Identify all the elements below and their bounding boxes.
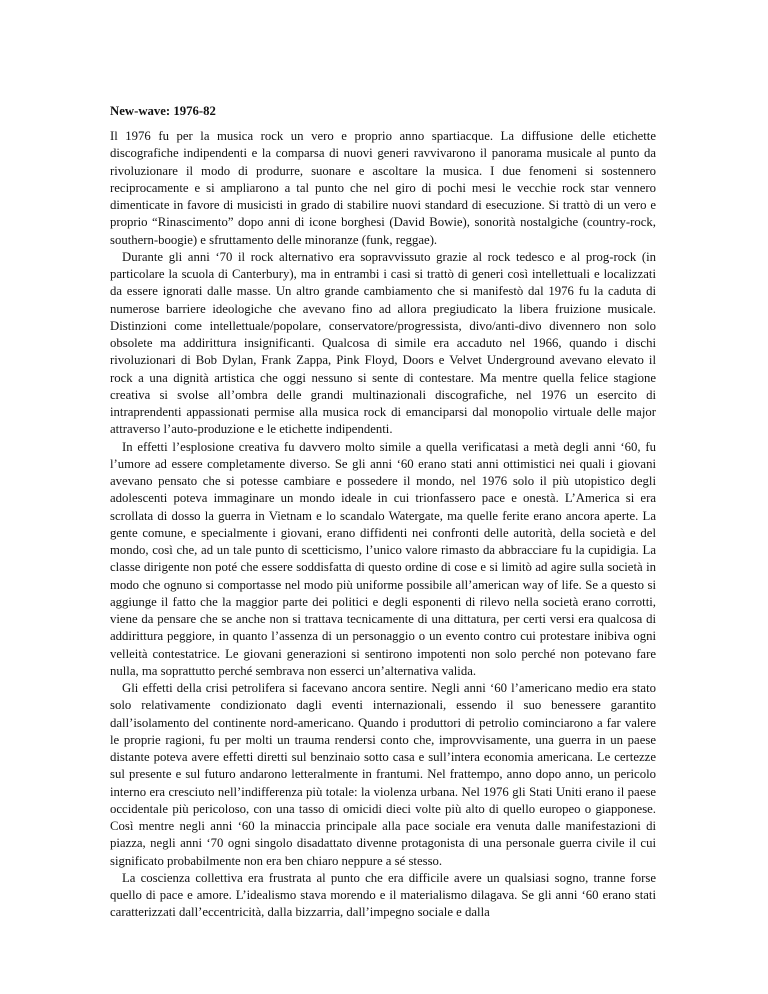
paragraph-1: Il 1976 fu per la musica rock un vero e proprio anno spartiacque. La diffusione delle etichette discografiche indipendenti e la comparsa di nuovi generi ravvivarono il panorama musicale al punto da rivoluzionare il modo di produrre, suonare e ascoltare la musica. I due fenomeni si sostennero reciprocamente e si ampliarono a tal punto che nel giro di pochi mesi le vecchie rock star vennero dimenticate in favore di musicisti in grado di stabilire nuovi standard di esecuzione. Si trattò di un vero e proprio “Rinascimento” dopo anni di icone borghesi (David Bowie), sonorità nostalgiche (country-rock, southern-boogie) e sfruttamento delle minoranze (funk, reggae). xyxy=(110,129,656,247)
document-body xyxy=(110,103,656,922)
paragraph-5: La coscienza collettiva era frustrata al punto che era difficile avere un qualsiasi sogno, tranne forse quello di pace e amore. L’idealismo stava morendo e il materialismo dilagava. Se gli anni ‘60 erano stati caratterizzati dall’eccentricità, dalla bizzarria, dall’impegno sociale e dalla xyxy=(110,870,656,920)
paragraph-2: Durante gli anni ‘70 il rock alternativo era sopravvissuto grazie al rock tedesco e al prog-rock (in particolare la scuola di Canterbury), ma in entrambi i casi si trattò di generi così intellettuali e localizzati da essere ignorati dalle masse. Un altro grande cambiamento che si manifestò dal 1976 fu la caduta di numerose barriere ideologiche che avevano fino ad allora pregiudicato la libera fruizione musicale. Distinzioni come intellettuale/popolare, conservatore/progressista, divo/anti-divo divennero non solo obsolete ma addirittura insignificanti. Qualcosa di simile era accaduto nel 1966, quando i dischi rivoluzionari di Bob Dylan, Frank Zappa, Pink Floyd, Doors e Velvet Underground avevano elevato il rock a una dignità artistica che oggi nessuno si sente di contestare. Ma mentre quella felice stagione creativa si svolse all’ombra delle grandi multinazionali discografiche, nel 1976 un esercito di intraprendenti appassionati permise alla musica rock di emanciparsi dal monopolio virtuale delle major attraverso l’auto-produzione e le etichette indipendenti. xyxy=(110,249,656,437)
section-heading: New-wave: 1976-82 xyxy=(110,104,216,118)
paragraph-3: In effetti l’esplosione creativa fu davvero molto simile a quella verificatasi a metà degli anni ‘60, fu l’umore ad essere completamente diverso. Se gli anni ‘60 erano stati anni ottimistici nei quali i giovani avevano pensato che si potesse cambiare e possedere il mondo, nel 1976 solo il più utopistico degli adolescenti poteva immaginare un mondo ideale in cui trionfassero pace e onestà. L’America si era scrollata di dosso la guerra in Vietnam e lo scandalo Watergate, ma quelle ferite erano ancora aperte. La gente comune, e specialmente i giovani, erano diffidenti nei confronti delle autorità, della società e del mondo, così che, ad un tale punto di scetticismo, l’unico valore rimasto da abbracciare fu la cupidigia. La classe dirigente non poté che essere soddisfatta di questo ordine di cose e si limitò ad agire sulla società in modo che ognuno si comportasse nel modo più uniforme possibile all’american way of life. Se a questo si aggiunge il fatto che la maggior parte dei politici e degli esponenti di rilevo nella società erano corrotti, viene da pensare che se anche non si trattava tecnicamente di una dittatura, per certi versi era qualcosa di addirittura peggiore, in quanto l’assenza di un personaggio o un evento contro cui protestare inibiva ogni velleità contestatrice. Le giovani generazioni si sentirono impotenti non solo perché non potevano fare nulla, ma soprattutto perché sembrava non esserci un’alternativa valida. xyxy=(110,439,656,678)
paragraph-4: Gli effetti della crisi petrolifera si facevano ancora sentire. Negli anni ‘60 l’americano medio era stato solo relativamente condizionato dagli eventi internazionali, essendo il suo benessere garantito dall’isolamento del continente nord-americano. Quando i produttori di petrolio cominciarono a far valere le proprie ragioni, fu per molti un trauma rendersi conto che, improvvisamente, una guerra in un paese distante poteva avere effetti diretti sul benzinaio sotto casa e sull’intera economia americana. Le certezze sul presente e sul futuro andarono letteralmente in frantumi. Nel frattempo, anno dopo anno, un pericolo interno era cresciuto nell’indifferenza più totale: la violenza urbana. Nel 1976 gli Stati Uniti erano il paese occidentale più pericoloso, con una tasso di omicidi dieci volte più alto di quello europeo o giapponese. Così mentre negli anni ‘60 la minaccia principale alla pace sociale era venuta dalle manifestazioni di piazza, negli anni ‘70 ogni singolo disadattato divenne protagonista di una personale guerra civile il cui significato probabilmente non era ben chiaro neppure a sé stesso. xyxy=(110,681,656,868)
